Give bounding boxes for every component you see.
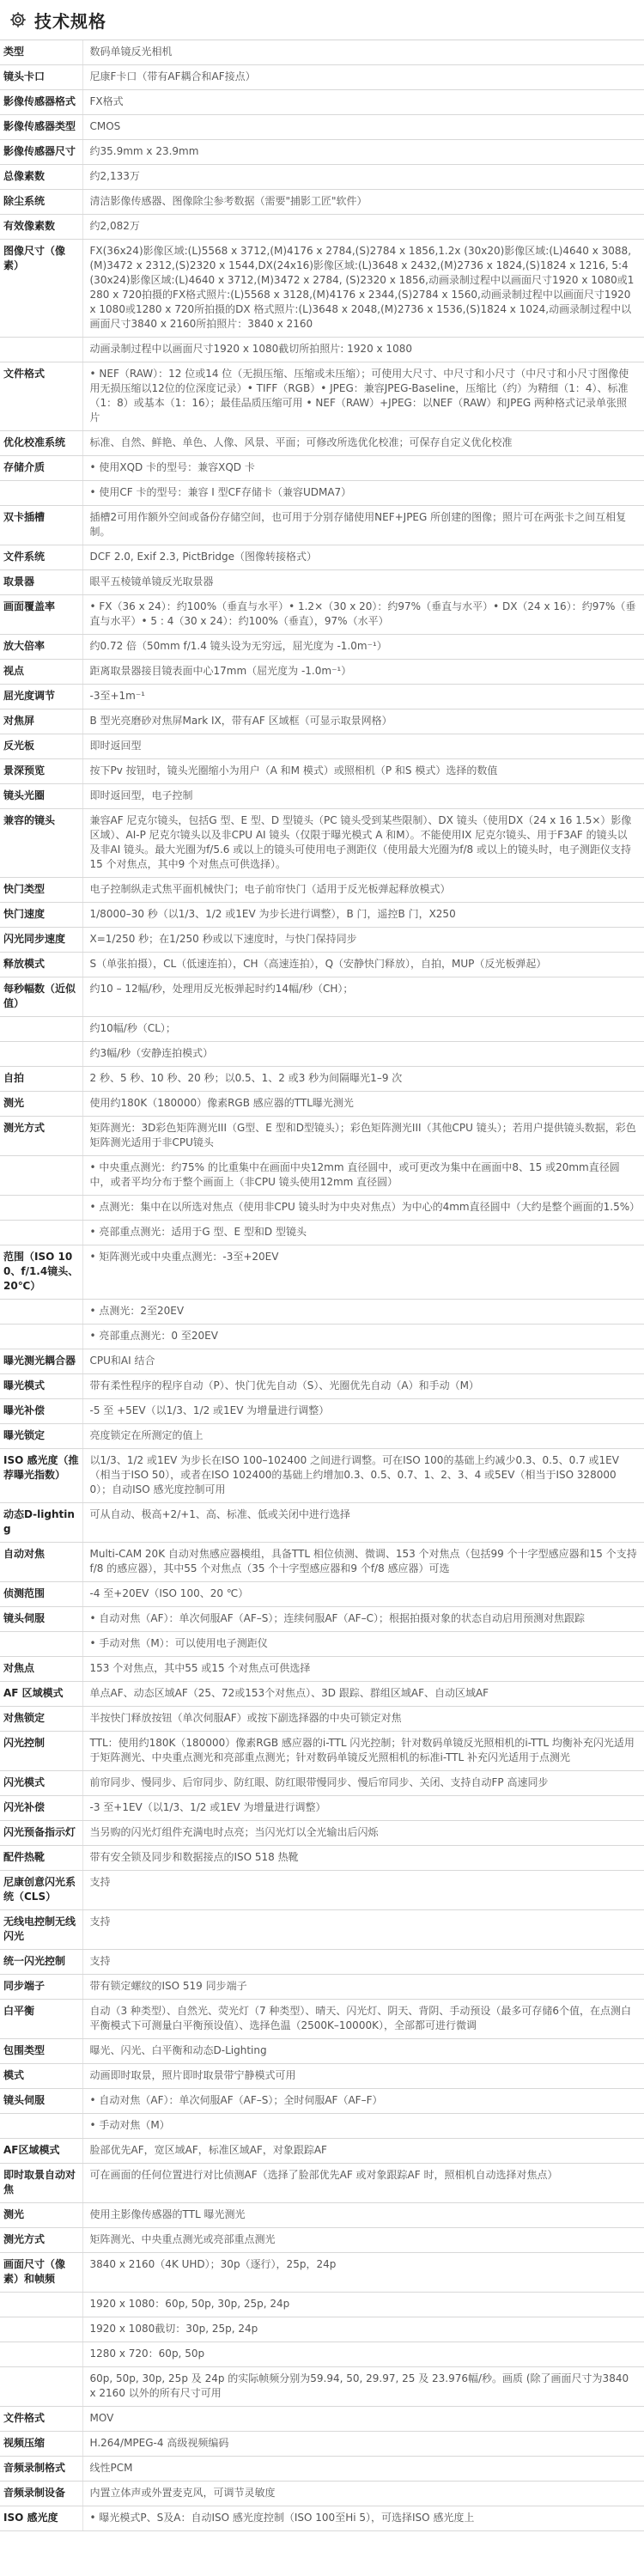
spec-value: -3至+1m⁻¹	[82, 685, 644, 709]
spec-row	[0, 1975, 644, 2000]
spec-row	[0, 1399, 644, 1424]
spec-label: 侦测范围	[0, 1582, 82, 1607]
spec-value: H.264/MPEG-4 高级视频编码	[82, 2432, 644, 2457]
spec-row	[0, 240, 644, 338]
spec-row	[0, 2039, 644, 2064]
spec-label: 视频压缩	[0, 2432, 82, 2457]
spec-label: 统一闪光控制	[0, 1950, 82, 1975]
spec-value: 清洁影像传感器、图像除尘参考数据（需要"捕影工匠"软件）	[82, 190, 644, 215]
spec-label: ISO 感光度	[0, 2506, 82, 2531]
spec-value: • FX（36 x 24）：约100%（垂直与水平）• 1.2×（30 x 20）：约97%（垂直与水平）• DX（24 x 16）：约97%（垂直与水平）• 5 : 4（30 x 24）：约100%（垂直），97%（水平）	[82, 595, 644, 635]
spec-value: 约35.9mm x 23.9mm	[82, 140, 644, 165]
spec-label: 闪光同步速度	[0, 928, 82, 953]
spec-value: 尼康F卡口（带有AF耦合和AF接点）	[82, 65, 644, 90]
spec-value: 可在画面的任何位置进行对比侦测AF（选择了脸部优先AF 或对象跟踪AF 时，照相机自动选择对焦点）	[82, 2164, 644, 2203]
spec-value: 60p, 50p, 30p, 25p 及 24p 的实际帧频分别为59.94, 50, 29.97, 25 及 23.976幅/秒。画质 (除了画面尺寸为3840 x 2160 以外的所有尺寸可用	[82, 2367, 644, 2407]
spec-row	[0, 1300, 644, 1325]
spec-label: 闪光模式	[0, 1771, 82, 1796]
spec-value: 以1/3、1/2 或1EV 为步长在ISO 100–102400 之间进行调整。可在ISO 100的基础上约减少0.3、0.5、0.7 或1EV（相当于ISO 50），或者在ISO 102400的基础上约增加0.3、0.5、0.7、1、2、3、4 或5EV（相当于ISO 3280000）；自动ISO 感光度控制可用	[82, 1449, 644, 1503]
spec-row	[0, 2089, 644, 2114]
spec-label: 双卡插槽	[0, 506, 82, 545]
spec-value: 数码单镜反光相机	[82, 40, 644, 65]
spec-label: 白平衡	[0, 2000, 82, 2039]
spec-label: 闪光补偿	[0, 1796, 82, 1821]
spec-row	[0, 1196, 644, 1221]
spec-value: 约0.72 倍（50mm f/1.4 镜头设为无穷远，屈光度为 -1.0m⁻¹）	[82, 635, 644, 660]
spec-value: 约2,082万	[82, 215, 644, 240]
spec-row	[0, 1092, 644, 1117]
spec-value: S（单张拍摄），CL（低速连拍），CH（高速连拍），Q（安静快门释放），自拍，MUP（反光板弹起）	[82, 953, 644, 977]
spec-label	[0, 1300, 82, 1325]
spec-label: 文件格式	[0, 362, 82, 431]
spec-row	[0, 2114, 644, 2139]
spec-row	[0, 140, 644, 165]
spec-value: 矩阵测光：3D彩色矩阵测光III（G型、E 型和D型镜头）；彩色矩阵测光III（其他CPU 镜头）；若用户提供镜头数据，彩色矩阵测光适用于非CPU镜头	[82, 1117, 644, 1156]
spec-value: • 使用CF 卡的型号：兼容 I 型CF存储卡（兼容UDMA7）	[82, 481, 644, 506]
spec-label	[0, 1017, 82, 1042]
spec-label: 模式	[0, 2064, 82, 2089]
spec-label: 曝光补偿	[0, 1399, 82, 1424]
spec-label: 视点	[0, 660, 82, 685]
spec-row	[0, 431, 644, 456]
spec-label: 音频录制设备	[0, 2482, 82, 2506]
spec-value: 153 个对焦点，其中55 或15 个对焦点可供选择	[82, 1657, 644, 1682]
spec-row	[0, 1821, 644, 1846]
spec-label: 音频录制格式	[0, 2457, 82, 2482]
spec-value: -3 至+1EV（以1/3、1/2 或1EV 为增量进行调整）	[82, 1796, 644, 1821]
spec-row	[0, 1682, 644, 1707]
spec-row	[0, 1846, 644, 1871]
spec-row	[0, 2293, 644, 2317]
spec-row	[0, 2253, 644, 2293]
spec-value: 1920 x 1080：60p, 50p, 30p, 25p, 24p	[82, 2293, 644, 2317]
spec-value: 使用主影像传感器的TTL 曝光测光	[82, 2203, 644, 2228]
spec-label	[0, 2367, 82, 2407]
spec-value: 前帘同步、慢同步、后帘同步、防红眼、防红眼带慢同步、慢后帘同步、关闭、支持自动FP 高速同步	[82, 1771, 644, 1796]
spec-label: 反光板	[0, 734, 82, 759]
spec-value: 即时返回型	[82, 734, 644, 759]
spec-row	[0, 809, 644, 878]
spec-row	[0, 90, 644, 115]
spec-label: 取景器	[0, 570, 82, 595]
spec-value: CPU和AI 结合	[82, 1349, 644, 1374]
spec-value: -5 至 +5EV（以1/3、1/2 或1EV 为增量进行调整）	[82, 1399, 644, 1424]
spec-row	[0, 878, 644, 903]
spec-value: 动画即时取景，照片即时取景带宁静模式可用	[82, 2064, 644, 2089]
spec-label	[0, 1042, 82, 1067]
spec-row	[0, 1796, 644, 1821]
spec-value: CMOS	[82, 115, 644, 140]
spec-row	[0, 1349, 644, 1374]
spec-label: 曝光模式	[0, 1374, 82, 1399]
spec-label	[0, 2114, 82, 2139]
spec-value: 带有柔性程序的程序自动（P）、快门优先自动（S）、光圈优先自动（A）和手动（M）	[82, 1374, 644, 1399]
spec-label	[0, 2317, 82, 2342]
spec-label: 对焦点	[0, 1657, 82, 1682]
spec-value: 2 秒、5 秒、10 秒、20 秒；以0.5、1、2 或3 秒为间隔曝光1–9 次	[82, 1067, 644, 1092]
spec-row	[0, 2506, 644, 2531]
spec-row	[0, 2000, 644, 2039]
spec-label: 文件系统	[0, 545, 82, 570]
spec-label	[0, 1156, 82, 1196]
spec-row	[0, 1156, 644, 1196]
spec-value: 插槽2可用作额外空间或备份存储空间，也可用于分别存储使用NEF+JPEG 所创建的图像；照片可在两张卡之间互相复制。	[82, 506, 644, 545]
spec-label: 每秒幅数（近似值）	[0, 977, 82, 1017]
spec-value: Multi-CAM 20K 自动对焦感应器模组，具备TTL 相位侦测、微调、153 个对焦点（包括99 个十字型感应器和15 个支持f/8 的感应器），其中55 个对焦点（35 个十字型感应器和9 个f/8 感应器）可选	[82, 1543, 644, 1582]
spec-value: 矩阵测光、中央重点测光或亮部重点测光	[82, 2228, 644, 2253]
spec-value: X=1/250 秒；在1/250 秒或以下速度时，与快门保持同步	[82, 928, 644, 953]
spec-row	[0, 595, 644, 635]
spec-row	[0, 165, 644, 190]
spec-label: 除尘系统	[0, 190, 82, 215]
spec-row	[0, 2139, 644, 2164]
spec-row	[0, 2482, 644, 2506]
spec-row	[0, 2317, 644, 2342]
spec-row	[0, 1632, 644, 1657]
spec-row	[0, 977, 644, 1017]
spec-row	[0, 2203, 644, 2228]
spec-row	[0, 1017, 644, 1042]
spec-value: 脸部优先AF，宽区域AF，标准区域AF，对象跟踪AF	[82, 2139, 644, 2164]
spec-value: 单点AF、动态区域AF（25、72或153个对焦点）、3D 跟踪、群组区域AF、自动区域AF	[82, 1682, 644, 1707]
spec-value: 按下Pv 按钮时，镜头光圈缩小为用户（A 和M 模式）或照相机（P 和S 模式）选择的数值	[82, 759, 644, 784]
spec-label: 包围类型	[0, 2039, 82, 2064]
spec-label: 范围（ISO 100、f/1.4镜头、20℃）	[0, 1245, 82, 1300]
spec-label: 配件热靴	[0, 1846, 82, 1871]
spec-label: AF 区域模式	[0, 1682, 82, 1707]
spec-row	[0, 215, 644, 240]
spec-value: 线性PCM	[82, 2457, 644, 2482]
spec-value: • 中央重点测光：约75% 的比重集中在画面中央12mm 直径圆中，或可更改为集中在画面中8、15 或20mm直径圆中，或者平均分布于整个画面上（非CPU 镜头使用12mm 直径圆）	[82, 1156, 644, 1196]
spec-label: ISO 感光度（推荐曝光指数）	[0, 1449, 82, 1503]
spec-label	[0, 1325, 82, 1349]
spec-value: • 自动对焦（AF）：单次伺服AF（AF–S）；全时伺服AF（AF–F）	[82, 2089, 644, 2114]
spec-value: 支持	[82, 1950, 644, 1975]
spec-label: 测光方式	[0, 1117, 82, 1156]
spec-label: 曝光测光耦合器	[0, 1349, 82, 1374]
spec-value: 3840 x 2160（4K UHD）；30p（逐行），25p，24p	[82, 2253, 644, 2293]
spec-row	[0, 1117, 644, 1156]
spec-value: 距离取景器接目镜表面中心17mm（屈光度为 -1.0m⁻¹）	[82, 660, 644, 685]
spec-value: • 自动对焦（AF）：单次伺服AF（AF–S）；连续伺服AF（AF–C）；根据拍摄对象的状态自动启用预测对焦跟踪	[82, 1607, 644, 1632]
spec-label: 兼容的镜头	[0, 809, 82, 878]
spec-row	[0, 1771, 644, 1796]
spec-label: 快门速度	[0, 903, 82, 928]
spec-row	[0, 734, 644, 759]
spec-label: 有效像素数	[0, 215, 82, 240]
spec-value: • 点测光：2至20EV	[82, 1300, 644, 1325]
spec-value: 使用约180K（180000）像素RGB 感应器的TTL曝光测光	[82, 1092, 644, 1117]
spec-row	[0, 1732, 644, 1771]
spec-row	[0, 40, 644, 65]
spec-value: • 亮部重点测光：适用于G 型、E 型和D 型镜头	[82, 1221, 644, 1245]
spec-row	[0, 928, 644, 953]
spec-value: 约10幅/秒（CL）；	[82, 1017, 644, 1042]
spec-row	[0, 1067, 644, 1092]
spec-label	[0, 481, 82, 506]
spec-label: 画面覆盖率	[0, 595, 82, 635]
spec-row	[0, 1910, 644, 1950]
spec-row	[0, 545, 644, 570]
spec-row	[0, 2164, 644, 2203]
gear-icon	[9, 10, 27, 29]
spec-label	[0, 1196, 82, 1221]
spec-row	[0, 1503, 644, 1543]
spec-label	[0, 2342, 82, 2367]
spec-label	[0, 338, 82, 362]
spec-label: 对焦锁定	[0, 1707, 82, 1732]
spec-value: 1280 x 720：60p, 50p	[82, 2342, 644, 2367]
spec-row	[0, 1325, 644, 1349]
spec-row	[0, 1374, 644, 1399]
spec-table	[0, 40, 644, 2531]
spec-label: 释放模式	[0, 953, 82, 977]
spec-label: 优化校准系统	[0, 431, 82, 456]
spec-row	[0, 709, 644, 734]
spec-row	[0, 2457, 644, 2482]
spec-label: 曝光锁定	[0, 1424, 82, 1449]
spec-row	[0, 2342, 644, 2367]
spec-label: 自拍	[0, 1067, 82, 1092]
spec-value: 约2,133万	[82, 165, 644, 190]
spec-label	[0, 2293, 82, 2317]
spec-label: 镜头伺服	[0, 1607, 82, 1632]
spec-label: 动态D-lighting	[0, 1503, 82, 1543]
spec-value: 1920 x 1080截切：30p, 25p, 24p	[82, 2317, 644, 2342]
spec-row	[0, 1449, 644, 1503]
spec-value: 带有锁定螺纹的ISO 519 同步端子	[82, 1975, 644, 2000]
spec-label: 存储介质	[0, 456, 82, 481]
spec-value: 约10 – 12幅/秒，处理用反光板弹起时约14幅/秒（CH）；	[82, 977, 644, 1017]
spec-row	[0, 115, 644, 140]
spec-value: • 矩阵测光或中央重点测光：-3至+20EV	[82, 1245, 644, 1300]
spec-value: • NEF（RAW）：12 位或14 位（无损压缩、压缩或未压缩）；可使用大尺寸、中尺寸和小尺寸（中尺寸和小尺寸图像使用无损压缩以12位的位深度记录）• TIFF（RGB）• JPEG：兼容JPEG-Baseline，压缩比（约）为精细（1：4）、标准（1：8）或基本（1：16）；最佳品质压缩可用 • NEF（RAW）+JPEG：以NEF（RAW）和JPEG 两种格式记录单张照片	[82, 362, 644, 431]
spec-label: 测光方式	[0, 2228, 82, 2253]
spec-value: 半按快门释放按钮（单次伺服AF）或按下副选择器的中央可锁定对焦	[82, 1707, 644, 1732]
spec-row	[0, 2367, 644, 2407]
spec-value: 支持	[82, 1910, 644, 1950]
spec-value: 当另购的闪光灯组件充满电时点亮；当闪光灯以全光输出后闪烁	[82, 1821, 644, 1846]
spec-value: • 手动对焦（M）：可以使用电子测距仪	[82, 1632, 644, 1657]
spec-label: 屈光度调节	[0, 685, 82, 709]
spec-value: • 手动对焦（M）	[82, 2114, 644, 2139]
spec-row	[0, 190, 644, 215]
spec-value: 可从自动、极高+2/+1、高、标准、低或关闭中进行选择	[82, 1503, 644, 1543]
spec-row	[0, 1221, 644, 1245]
page-header	[0, 0, 644, 40]
spec-label: 放大倍率	[0, 635, 82, 660]
spec-row	[0, 953, 644, 977]
spec-label: 类型	[0, 40, 82, 65]
spec-label: 影像传感器类型	[0, 115, 82, 140]
spec-row	[0, 570, 644, 595]
spec-label	[0, 1221, 82, 1245]
spec-label: 总像素数	[0, 165, 82, 190]
spec-row	[0, 481, 644, 506]
spec-label: 镜头光圈	[0, 784, 82, 809]
spec-row	[0, 1950, 644, 1975]
spec-label: 尼康创意闪光系统（CLS）	[0, 1871, 82, 1910]
spec-row	[0, 1543, 644, 1582]
spec-row	[0, 903, 644, 928]
spec-value: 动画录制过程中以画面尺寸1920 x 1080截切所拍照片: 1920 x 1080	[82, 338, 644, 362]
spec-row	[0, 635, 644, 660]
spec-label: 快门类型	[0, 878, 82, 903]
spec-row	[0, 362, 644, 431]
page-title: 技术规格	[34, 10, 106, 32]
spec-label: 镜头卡口	[0, 65, 82, 90]
spec-value: FX格式	[82, 90, 644, 115]
spec-table-body	[0, 40, 644, 2531]
spec-row	[0, 2064, 644, 2089]
spec-row	[0, 338, 644, 362]
spec-row	[0, 759, 644, 784]
spec-value: 自动（3 种类型）、自然光、荧光灯（7 种类型）、晴天、闪光灯、阴天、背阴、手动预设（最多可存储6个值，在点测白平衡模式下可测量白平衡预设值）、选择色温（2500K–10000K），全部都可进行微调	[82, 2000, 644, 2039]
spec-value: • 亮部重点测光：0 至20EV	[82, 1325, 644, 1349]
spec-value: 约3幅/秒（安静连拍模式）	[82, 1042, 644, 1067]
spec-label: 同步端子	[0, 1975, 82, 2000]
spec-row	[0, 1871, 644, 1910]
spec-label: 镜头伺服	[0, 2089, 82, 2114]
spec-label: 影像传感器格式	[0, 90, 82, 115]
spec-value: • 曝光模式P、S及A：自动ISO 感光度控制（ISO 100至Hi 5），可选择ISO 感光度上	[82, 2506, 644, 2531]
spec-row	[0, 456, 644, 481]
spec-row	[0, 784, 644, 809]
spec-row	[0, 1245, 644, 1300]
spec-label: 影像传感器尺寸	[0, 140, 82, 165]
spec-value: • 点测光：集中在以所选对焦点（使用非CPU 镜头时为中央对焦点）为中心的4mm直径圆中（大约是整个画面的1.5%）	[82, 1196, 644, 1221]
spec-row	[0, 1424, 644, 1449]
spec-value: 内置立体声或外置麦克风，可调节灵敏度	[82, 2482, 644, 2506]
spec-value: FX(36x24)影像区域:(L)5568 x 3712,(M)4176 x 2784,(S)2784 x 1856,1.2x (30x20)影像区域:(L)4640 x 3088,(M)3472 x 2312,(S)2320 x 1544,DX(24x16)影像区域:(L)3648 x 2432,(M)2736 x 1824,(S)1824 x 1216, 5:4(30x24)影像区域:(L)4640 x 3712,(M)3472 x 2784, (S)2320 x 1856,动画录制过程中以画面尺寸1920 x 1080或1280 x 720拍摄的FX格式照片:(L)5568 x 3128,(M)4176 x 2344,(S)2784 x 1560,动画录制过程中以画面尺寸1920 x 1080或1280 x 720所拍摄的DX 格式照片:(L)3648 x 2048,(M)2736 x 1536,(S)1824 x 1024,动画录制过程中以画面尺寸3840 x 2160所拍照片：3840 x 2160	[82, 240, 644, 338]
spec-label: 闪光控制	[0, 1732, 82, 1771]
spec-row	[0, 685, 644, 709]
spec-label: 测光	[0, 2203, 82, 2228]
spec-row	[0, 1657, 644, 1682]
spec-value: 曝光、闪光、白平衡和动态D-Lighting	[82, 2039, 644, 2064]
spec-value: 即时返回型，电子控制	[82, 784, 644, 809]
spec-row	[0, 2228, 644, 2253]
spec-value: DCF 2.0, Exif 2.3, PictBridge（图像转接格式）	[82, 545, 644, 570]
spec-row	[0, 1042, 644, 1067]
spec-label: 测光	[0, 1092, 82, 1117]
spec-value: MOV	[82, 2407, 644, 2432]
spec-label	[0, 1632, 82, 1657]
spec-label: 图像尺寸（像素）	[0, 240, 82, 338]
spec-label: 景深预览	[0, 759, 82, 784]
spec-value: B 型光亮磨砂对焦屏Mark IX，带有AF 区域框（可显示取景网格）	[82, 709, 644, 734]
spec-value: 电子控制纵走式焦平面机械快门；电子前帘快门（适用于反光板弹起释放模式）	[82, 878, 644, 903]
spec-value: • 使用XQD 卡的型号：兼容XQD 卡	[82, 456, 644, 481]
spec-value: 亮度锁定在所测定的值上	[82, 1424, 644, 1449]
spec-row	[0, 2407, 644, 2432]
spec-value: 眼平五棱镜单镜反光取景器	[82, 570, 644, 595]
spec-label: 画面尺寸（像素）和帧频	[0, 2253, 82, 2293]
spec-label: 闪光预备指示灯	[0, 1821, 82, 1846]
spec-value: 兼容AF 尼克尔镜头，包括G 型、E 型、D 型镜头（PC 镜头受到某些限制）、DX 镜头（使用DX（24 x 16 1.5×）影像区域）、AI-P 尼克尔镜头以及非CPU AI 镜头（仅限于曝光模式 A 和M）。不能使用IX 尼克尔镜头、用于F3AF 的镜头以及非AI 镜头。最大光圈为f/5.6 或以上的镜头可使用电子测距仪（使用最大光圈为f/8 或以上的镜头时，电子测距仪支持15 个对焦点，其中9 个对焦点可供选择）。	[82, 809, 644, 878]
spec-value: -4 至+20EV（ISO 100、20 ℃）	[82, 1582, 644, 1607]
spec-value: 支持	[82, 1871, 644, 1910]
spec-label: 文件格式	[0, 2407, 82, 2432]
spec-label: 自动对焦	[0, 1543, 82, 1582]
spec-label: AF区域模式	[0, 2139, 82, 2164]
spec-label: 无线电控制无线闪光	[0, 1910, 82, 1950]
spec-label: 即时取景自动对焦	[0, 2164, 82, 2203]
spec-label: 对焦屏	[0, 709, 82, 734]
spec-row	[0, 506, 644, 545]
spec-row	[0, 1582, 644, 1607]
spec-row	[0, 65, 644, 90]
spec-value: TTL：使用约180K（180000）像素RGB 感应器的i-TTL 闪光控制；针对数码单镜反光照相机的i-TTL 均衡补充闪光适用于矩阵测光、中央重点测光和亮部重点测光；针对数码单镜反光照相机的标准i-TTL 补充闪光适用于点测光	[82, 1732, 644, 1771]
spec-row	[0, 660, 644, 685]
spec-row	[0, 1607, 644, 1632]
spec-value: 带有安全锁及同步和数据接点的ISO 518 热靴	[82, 1846, 644, 1871]
spec-value: 标准、自然、鲜艳、单色、人像、风景、平面；可修改所选优化校准；可保存自定义优化校准	[82, 431, 644, 456]
spec-row	[0, 2432, 644, 2457]
spec-value: 1/8000–30 秒（以1/3、1/2 或1EV 为步长进行调整），B 门，遥控B 门，X250	[82, 903, 644, 928]
spec-row	[0, 1707, 644, 1732]
